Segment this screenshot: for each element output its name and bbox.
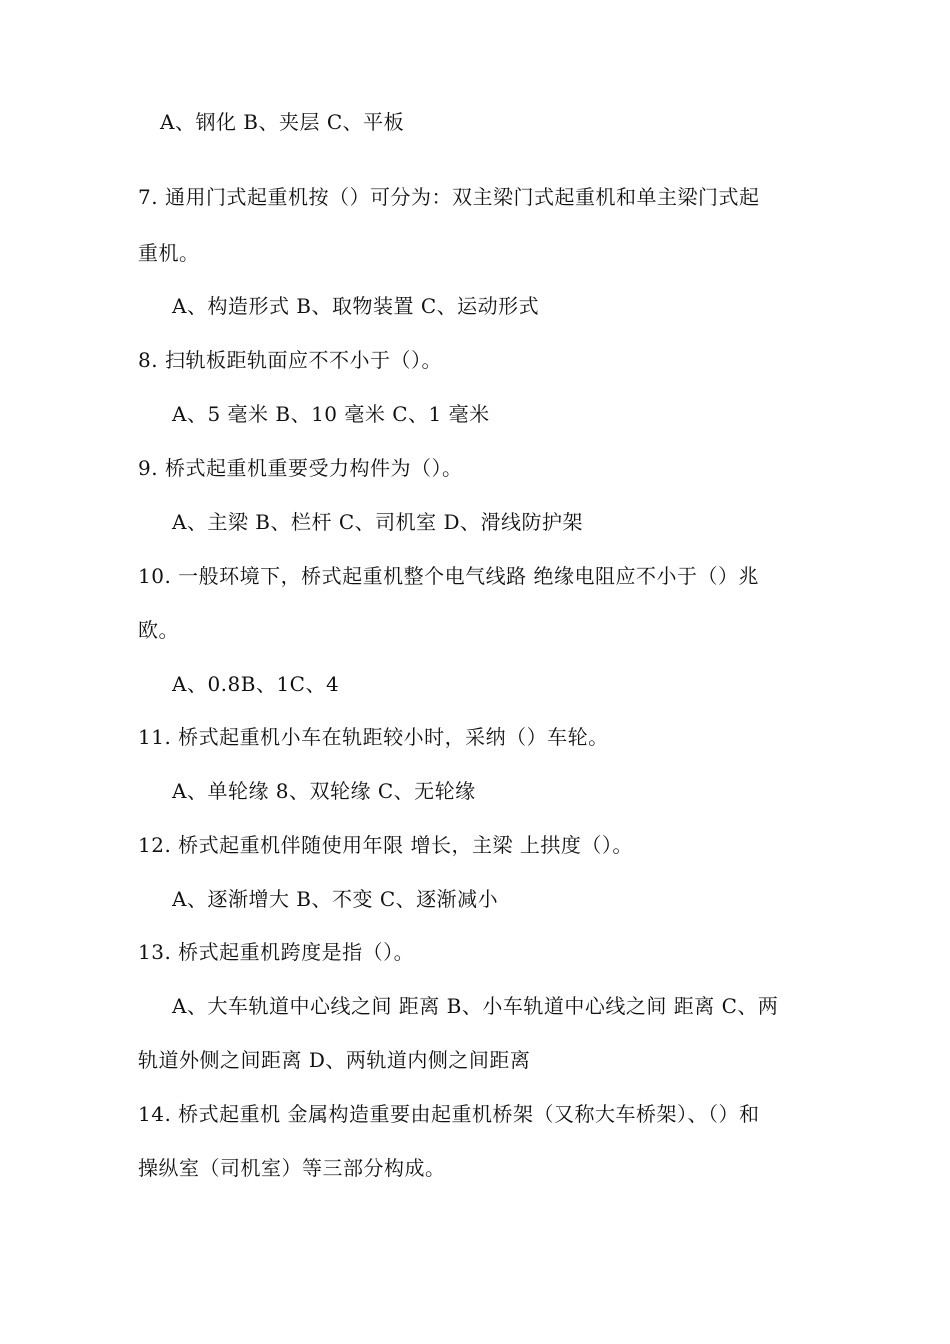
q7-options: A、构造形式 B、取物装置 C、运动形式: [172, 294, 540, 318]
q13-options-continued: 轨道外侧之间距离 D、两轨道内侧之间距离: [138, 1048, 531, 1072]
q6-options: A、钢化 B、夹层 C、平板: [160, 110, 405, 134]
q8-options: A、5 毫米 B、10 毫米 C、1 毫米: [172, 402, 490, 426]
q14-text: 14. 桥式起重机 金属构造重要由起重机桥架（又称大车桥架）、（）和: [138, 1102, 760, 1126]
q10-text-continued: 欧。: [138, 618, 179, 642]
q9-text: 9. 桥式起重机重要受力构件为（）。: [138, 456, 463, 480]
q11-options: A、单轮缘 8、双轮缘 C、无轮缘: [172, 779, 476, 803]
q8-text: 8. 扫轨板距轨面应不不小于（）。: [138, 348, 442, 372]
q10-options: A、0.8B、1C、4: [172, 672, 340, 696]
q14-text-continued: 操纵室（司机室）等三部分构成。: [138, 1156, 446, 1180]
q12-text: 12. 桥式起重机伴随使用年限 增长，主梁 上拱度（）。: [138, 833, 633, 857]
q7-text-continued: 重机。: [138, 241, 200, 265]
q10-text: 10. 一般环境下，桥式起重机整个电气线路 绝缘电阻应不小于（）兆: [138, 564, 760, 588]
q13-options: A、大车轨道中心线之间 距离 B、小车轨道中心线之间 距离 C、两: [172, 994, 779, 1018]
q13-text: 13. 桥式起重机跨度是指（）。: [138, 940, 415, 964]
q11-text: 11. 桥式起重机小车在轨距较小时，采纳（）车轮。: [138, 725, 609, 749]
q7-text: 7. 通用门式起重机按（）可分为：双主梁门式起重机和单主梁门式起: [138, 185, 760, 209]
q9-options: A、主梁 B、栏杆 C、司机室 D、滑线防护架: [172, 510, 584, 534]
q12-options: A、逐渐增大 B、不变 C、逐渐减小: [172, 887, 499, 911]
